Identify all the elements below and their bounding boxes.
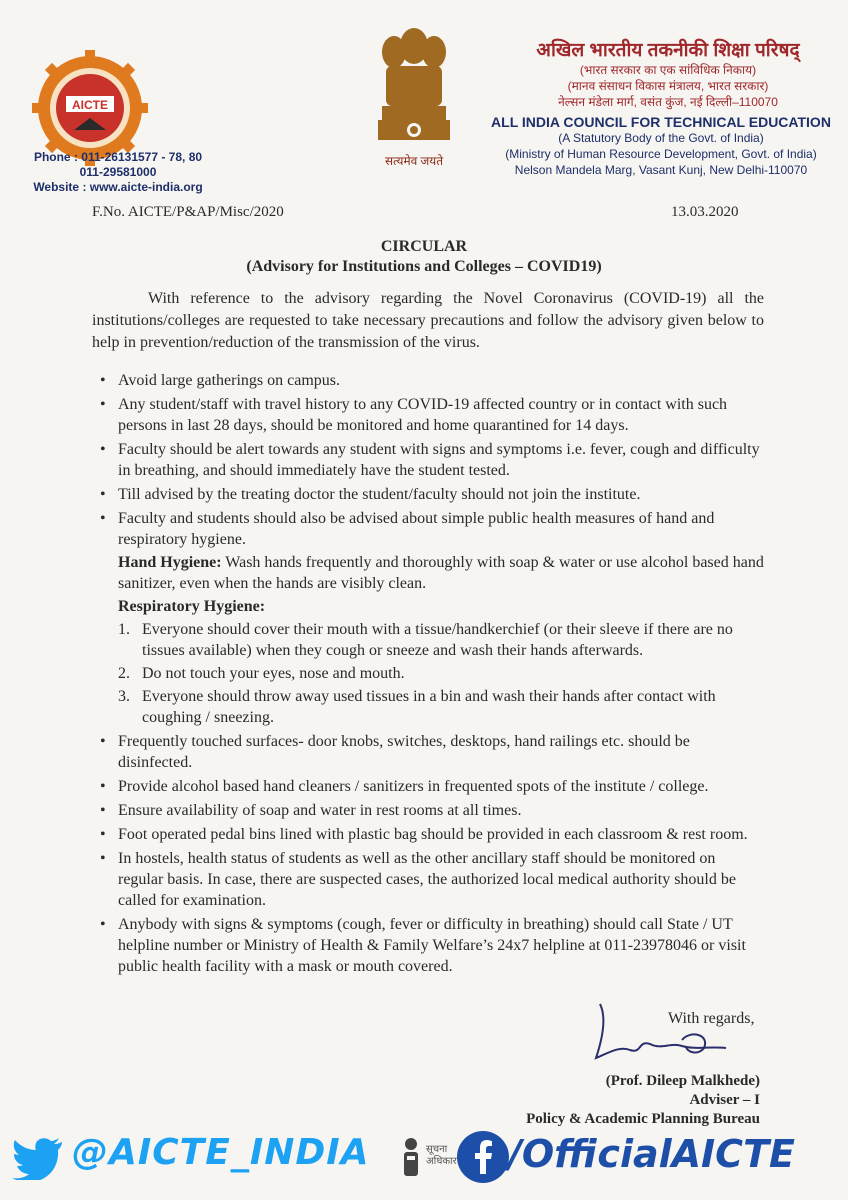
hygiene-intro: Faculty and students should also be advised about simple public health measures of hand and respiratory hygiene.: [118, 510, 715, 548]
numbered-item: 3. Everyone should throw away used tissues in a bin and wash their hands after contact with coughing / sneezing.: [118, 688, 716, 726]
signatory-bureau: Policy & Academic Planning Bureau: [526, 1111, 760, 1127]
rti-icon: [400, 1136, 422, 1186]
numbered-item: 1. Everyone should cover their mouth with a tissue/handkerchief (or their sleeve if there are no tissues available) when they cough or sneeze and wash their hands afterwards.: [118, 621, 733, 659]
list-item: • Anybody with signs & symptoms (cough, fever or difficulty in breathing) should call State / UT helpline number or Ministry of Health & Family Welfare’s 24x7 helpline at 011-23978046 or visit public health facility with a mask or mouth covered.: [92, 914, 764, 977]
english-header: [486, 114, 836, 178]
regards: With regards,: [668, 1010, 755, 1027]
file-number: F.No. AICTE/P&AP/Misc/2020: [92, 204, 284, 220]
signatory-block: [526, 1072, 760, 1129]
english-line: (A Statutory Body of the Govt. of India): [558, 131, 764, 145]
list-item: • Till advised by the treating doctor the student/faculty should not join the institute.: [92, 484, 764, 505]
list-item: • Provide alcohol based hand cleaners / sanitizers in frequented spots of the institute / college.: [92, 776, 764, 797]
hindi-line: (मानव संसाधन विकास मंत्रालय, भारत सरकार): [567, 79, 769, 93]
hand-hygiene: [118, 552, 764, 594]
emblem-motto: सत्यमेव जयते: [384, 154, 444, 168]
list-item: • Ensure availability of soap and water in rest rooms at all times.: [92, 800, 764, 821]
hindi-header: [508, 36, 828, 110]
phone-line: Phone : 011-26131577 - 78, 80: [33, 150, 203, 164]
english-title: ALL INDIA COUNCIL FOR TECHNICAL EDUCATION: [491, 114, 831, 130]
hindi-title: अखिल भारतीय तकनीकी शिक्षा परिषद्: [536, 40, 800, 61]
respiratory-list: [118, 619, 764, 728]
facebook-icon: [456, 1130, 510, 1184]
list-item: • Frequently touched surfaces- door knobs, switches, desktops, hand railings etc. should be disinfected.: [92, 731, 764, 773]
signatory-designation: Adviser – I: [689, 1092, 760, 1108]
website: Website : www.aicte-india.org: [33, 180, 203, 194]
circular-heading: CIRCULAR: [380, 238, 468, 255]
intro-paragraph: With reference to the advisory regarding the Novel Coronavirus (COVID-19) all the institutions/colleges are requested to take necessary precautions and follow the advisory given below to help in prevention/reduction of the transmission of the virus.: [92, 290, 764, 351]
circular-subheading: (Advisory for Institutions and Colleges – COVID19): [246, 258, 602, 275]
logo-text: AICTE: [72, 98, 108, 112]
facebook-handle[interactable]: /OfficialAICTE: [508, 1132, 795, 1176]
list-item: • Avoid large gatherings on campus.: [92, 370, 764, 391]
phone-line-2: 011-29581000: [79, 165, 157, 179]
hindi-line: नेल्सन मंडेला मार्ग, वसंत कुंज, नई दिल्ली–110070: [558, 95, 778, 109]
respiratory-hygiene: [118, 596, 764, 617]
hindi-line: (भारत सरकार का एक सांविधिक निकाय): [579, 63, 757, 77]
signature-icon: [586, 1000, 736, 1070]
respiratory-label: Respiratory Hygiene:: [118, 598, 266, 615]
twitter-handle[interactable]: @AICTE_INDIA: [72, 1132, 370, 1173]
list-item: • Foot operated pedal bins lined with plastic bag should be provided in each classroom & rest room.: [92, 824, 764, 845]
english-line: Nelson Mandela Marg, Vasant Kunj, New Delhi-110070: [514, 163, 808, 177]
list-item: • Faculty should be alert towards any student with signs and symptoms i.e. fever, cough and difficulty in breathing, and should immediately have the student tested.: [92, 439, 764, 481]
circular-date: 13.03.2020: [671, 204, 739, 220]
signatory-name: (Prof. Dileep Malkhede): [605, 1073, 760, 1089]
advisory-list: [92, 370, 764, 980]
list-item: • In hostels, health status of students as well as the other ancillary staff should be monitored on regular basis. In case, there are suspected cases, the authorized local medical authority should be called for examination.: [92, 848, 764, 911]
hand-hygiene-label: Hand Hygiene:: [118, 554, 222, 571]
english-line: (Ministry of Human Resource Development, Govt. of India): [505, 147, 817, 161]
list-item: • Any student/staff with travel history to any COVID-19 affected country or in contact with such persons in last 28 days, should be monitored and home quarantined for 14 days.: [92, 394, 764, 436]
list-item: [92, 508, 764, 728]
rti-label: सूचना अधिकार: [426, 1144, 457, 1167]
contact-block: [28, 150, 208, 195]
twitter-icon: [12, 1136, 64, 1180]
national-emblem-icon: [372, 22, 456, 152]
hand-hygiene-text: Wash hands frequently and thoroughly with soap & water or use alcohol based hand sanitizer, even when the hands are visibly clean.: [118, 554, 764, 592]
numbered-item: 2. Do not touch your eyes, nose and mouth.: [118, 665, 405, 682]
